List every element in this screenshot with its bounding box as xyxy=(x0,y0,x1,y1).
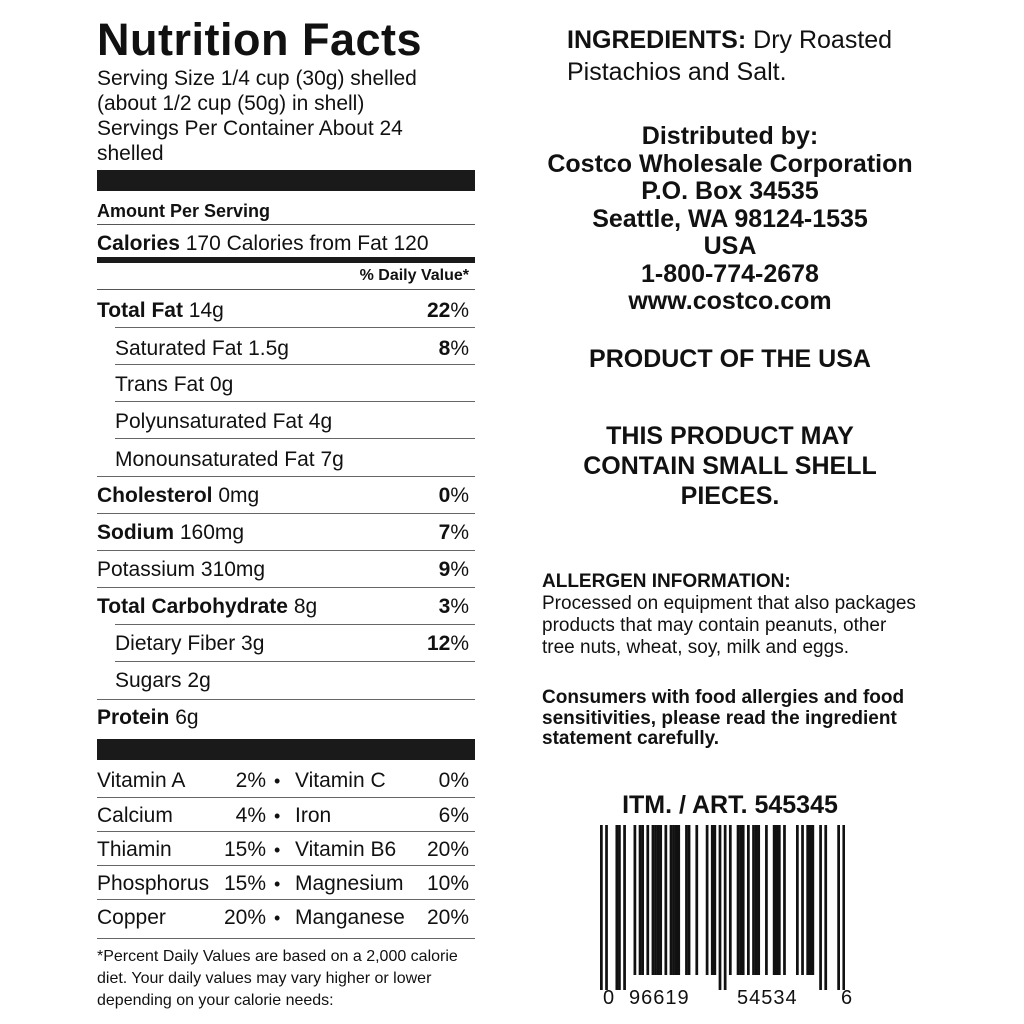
barcode-bar xyxy=(654,825,657,975)
calories-line xyxy=(97,231,429,257)
daily-value-percent: 0 xyxy=(438,484,451,507)
divider xyxy=(97,550,475,551)
divider xyxy=(97,865,475,866)
nutrient-amount: 310mg xyxy=(200,558,266,581)
percent-sign: % xyxy=(450,558,469,581)
distributor-city: Seattle, WA 98124-1535 xyxy=(592,205,868,233)
shell-warning-line: CONTAIN SMALL SHELL xyxy=(583,452,877,480)
vitamin-percent: 15% xyxy=(223,872,266,895)
distributor-name: Costco Wholesale Corporation xyxy=(547,150,913,178)
barcode-bar xyxy=(618,825,621,990)
allergen-statement: Processed on equipment that also packages products that may contain peanuts, other tree nuts, wheat, soy, milk and eggs. xyxy=(542,593,916,658)
nutrient-row-total-fat xyxy=(97,298,469,324)
barcode-right-digits: 54534 xyxy=(737,987,798,1009)
vitamin-percent: 20% xyxy=(426,906,469,929)
nutrient-name: Potassium xyxy=(97,558,196,581)
daily-value-percent: 8 xyxy=(438,337,451,360)
vitamin-row xyxy=(97,803,475,829)
vitamin-row xyxy=(97,837,475,863)
nutrient-amount: 0g xyxy=(209,373,234,396)
nutrient-row-saturated-fat xyxy=(115,336,469,362)
nutrient-name: Trans Fat xyxy=(115,373,205,396)
vitamin-name: Calcium xyxy=(97,804,173,827)
barcode-bar xyxy=(775,825,778,975)
nutrient-row-cholesterol xyxy=(97,483,469,509)
nutrient-amount: 14g xyxy=(188,299,224,322)
vitamin-name: Iron xyxy=(295,804,332,827)
bullet-separator: • xyxy=(274,874,281,894)
barcode-bar xyxy=(646,825,649,975)
vitamin-name: Vitamin A xyxy=(97,769,186,792)
nutrient-amount: 7g xyxy=(320,448,344,471)
barcode-bar xyxy=(711,825,714,975)
nutrient-row-protein xyxy=(97,705,469,731)
barcode-bar xyxy=(724,825,727,990)
bullet-separator: • xyxy=(274,806,281,826)
bullet-separator: • xyxy=(274,908,281,928)
barcode-bar xyxy=(719,825,722,990)
barcode-left-digits: 96619 xyxy=(629,987,690,1009)
nutrient-row-polyunsaturated-fat xyxy=(115,409,469,435)
divider xyxy=(97,224,475,225)
barcode-bar xyxy=(634,825,637,975)
nutrient-row-trans-fat xyxy=(115,372,469,398)
vitamin-name: Thiamin xyxy=(97,838,172,861)
barcode-bar xyxy=(659,825,662,975)
vitamin-name: Magnesium xyxy=(295,872,404,895)
calories-label: Calories xyxy=(97,232,180,255)
divider xyxy=(97,899,475,900)
percent-sign: % xyxy=(450,632,469,655)
nutrient-name: Sugars xyxy=(115,669,182,692)
nutrient-amount: 4g xyxy=(308,410,333,433)
nutrient-amount: 8g xyxy=(293,595,318,618)
vitamin-percent: 15% xyxy=(223,838,266,861)
barcode-bar xyxy=(695,825,698,975)
daily-value-footnote: *Percent Daily Values are based on a 2,000 calorie diet. Your daily values may vary higher or lower depending on your calorie needs: xyxy=(97,948,458,1009)
percent-sign: % xyxy=(450,595,469,618)
ingredients-text: Dry Roasted Pistachios and Salt. xyxy=(567,26,893,86)
divider xyxy=(97,797,475,798)
barcode-bar xyxy=(778,825,781,975)
nutrient-name: Protein xyxy=(97,706,170,729)
barcode-bar xyxy=(729,825,732,975)
serving-size-line: (about 1/2 cup (50g) in shell) xyxy=(97,92,365,115)
amount-per-serving-label: Amount Per Serving xyxy=(97,201,271,221)
barcode-bar xyxy=(600,825,603,990)
barcode-check-digit: 6 xyxy=(841,987,853,1009)
calories-value: 170 Calories from Fat 120 xyxy=(185,232,429,255)
barcode-bar xyxy=(796,825,799,975)
barcode-bar xyxy=(737,825,740,975)
divider xyxy=(97,289,475,290)
vitamin-percent: 6% xyxy=(438,804,469,827)
barcode-bar xyxy=(739,825,742,975)
percent-sign: % xyxy=(450,484,469,507)
ingredients-statement xyxy=(567,24,967,88)
barcode-bar xyxy=(672,825,675,975)
thick-divider xyxy=(97,170,475,191)
item-number: ITM. / ART. 545345 xyxy=(622,791,838,819)
barcode-bar xyxy=(747,825,750,975)
barcode-bar xyxy=(809,825,812,975)
divider xyxy=(97,831,475,832)
barcode-bar xyxy=(623,825,626,990)
barcode-bar xyxy=(670,825,673,975)
nutrient-name: Monounsaturated Fat xyxy=(115,448,315,471)
vitamin-percent: 4% xyxy=(235,804,266,827)
barcode-bar xyxy=(765,825,768,975)
servings-per-container-line: shelled xyxy=(97,142,164,165)
nutrient-amount: 2g xyxy=(187,669,211,692)
nutrient-row-sugars xyxy=(115,668,469,694)
ingredients-label: INGREDIENTS: xyxy=(567,26,747,54)
nutrient-row-total-carbohydrate xyxy=(97,594,469,620)
vitamin-percent: 20% xyxy=(223,906,266,929)
nutrient-row-dietary-fiber xyxy=(115,631,469,657)
barcode-bar xyxy=(801,825,804,975)
nutrient-name: Sodium xyxy=(97,521,174,544)
divider xyxy=(115,661,475,662)
nutrient-amount: 6g xyxy=(175,706,199,729)
daily-value-header: % Daily Value* xyxy=(359,267,469,284)
vitamin-percent: 10% xyxy=(426,872,469,895)
vitamin-row xyxy=(97,871,475,897)
nutrient-name: Saturated Fat xyxy=(115,337,243,360)
barcode-bar xyxy=(677,825,680,975)
distributor-website: www.costco.com xyxy=(628,287,832,315)
vitamin-percent: 20% xyxy=(426,838,469,861)
shell-warning-line: THIS PRODUCT MAY xyxy=(606,422,854,450)
nutrition-facts-title: Nutrition Facts xyxy=(97,14,423,65)
divider xyxy=(97,476,475,477)
daily-value-percent: 7 xyxy=(438,521,451,544)
nutrient-amount: 1.5g xyxy=(248,337,289,360)
divider xyxy=(115,438,475,439)
barcode-bar xyxy=(755,825,758,975)
divider xyxy=(115,327,475,328)
nutrient-name: Polyunsaturated Fat xyxy=(115,410,303,433)
vitamin-name: Vitamin B6 xyxy=(295,838,397,861)
nutrient-name: Cholesterol xyxy=(97,484,213,507)
barcode-bar xyxy=(806,825,809,975)
thick-divider xyxy=(97,739,475,760)
vitamin-percent: 2% xyxy=(235,769,266,792)
barcode-bar xyxy=(742,825,745,975)
vitamin-name: Copper xyxy=(97,906,166,929)
percent-sign: % xyxy=(450,299,469,322)
divider xyxy=(97,699,475,700)
vitamin-name: Phosphorus xyxy=(97,872,210,895)
distributor-phone: 1-800-774-2678 xyxy=(641,260,819,288)
servings-per-container-line: Servings Per Container About 24 xyxy=(97,117,403,140)
nutrient-row-monounsaturated-fat xyxy=(115,447,469,473)
barcode-bar xyxy=(685,825,688,975)
barcode-bar xyxy=(688,825,691,975)
vitamin-name: Manganese xyxy=(295,906,405,929)
daily-value-percent: 9 xyxy=(438,558,451,581)
barcode-lead-digit: 0 xyxy=(603,987,615,1009)
product-origin: PRODUCT OF THE USA xyxy=(589,345,871,373)
daily-value-percent: 22 xyxy=(426,299,451,322)
barcode-bar xyxy=(783,825,786,975)
percent-sign: % xyxy=(450,521,469,544)
nutrient-name: Dietary Fiber xyxy=(115,632,236,655)
nutrient-name: Total Fat xyxy=(97,299,183,322)
barcode-bar xyxy=(641,825,644,975)
divider xyxy=(115,401,475,402)
vitamin-percent: 0% xyxy=(438,769,469,792)
distributor-po-box: P.O. Box 34535 xyxy=(641,177,819,205)
nutrient-row-sodium xyxy=(97,520,469,546)
vitamin-name: Vitamin C xyxy=(295,769,386,792)
divider xyxy=(97,513,475,514)
allergen-consumer-warning: Consumers with food allergies and food sensitivities, please read the ingredient statement carefully. xyxy=(542,687,905,749)
barcode-bar xyxy=(615,825,618,990)
distributed-by-label: Distributed by: xyxy=(641,122,819,150)
divider xyxy=(115,624,475,625)
divider xyxy=(97,587,475,588)
barcode-bar xyxy=(605,825,608,990)
barcode-bar xyxy=(811,825,814,975)
barcode-bar xyxy=(675,825,678,975)
nutrient-amount: 3g xyxy=(241,632,265,655)
barcode-bar xyxy=(713,825,716,975)
barcode-bar xyxy=(842,825,845,990)
barcode-bar xyxy=(652,825,655,975)
shell-warning-line: PIECES. xyxy=(680,482,780,510)
barcode-bar xyxy=(664,825,667,975)
nutrient-row-potassium xyxy=(97,557,469,583)
allergen-heading: ALLERGEN INFORMATION: xyxy=(542,571,791,592)
vitamin-row xyxy=(97,905,475,931)
daily-value-percent: 12 xyxy=(426,632,451,655)
bullet-separator: • xyxy=(274,840,281,860)
barcode-bar xyxy=(819,825,822,990)
barcode-image xyxy=(600,825,845,990)
barcode-bar xyxy=(824,825,827,990)
barcode-bar xyxy=(657,825,660,975)
barcode-bar xyxy=(752,825,755,975)
barcode-bar xyxy=(706,825,709,975)
percent-sign: % xyxy=(450,337,469,360)
barcode-bar xyxy=(757,825,760,975)
nutrient-name: Total Carbohydrate xyxy=(97,595,288,618)
divider xyxy=(115,364,475,365)
nutrient-amount: 0mg xyxy=(218,484,260,507)
barcode-bar xyxy=(773,825,776,975)
nutrient-amount: 160mg xyxy=(179,521,245,544)
bullet-separator: • xyxy=(274,771,281,791)
medium-divider xyxy=(97,257,475,263)
serving-size-line: Serving Size 1/4 cup (30g) shelled xyxy=(97,67,417,90)
divider xyxy=(97,938,475,939)
distributor-country: USA xyxy=(703,232,757,260)
daily-value-percent: 3 xyxy=(438,595,451,618)
barcode-bar xyxy=(837,825,840,990)
vitamin-row xyxy=(97,768,475,794)
barcode-bar xyxy=(639,825,642,975)
